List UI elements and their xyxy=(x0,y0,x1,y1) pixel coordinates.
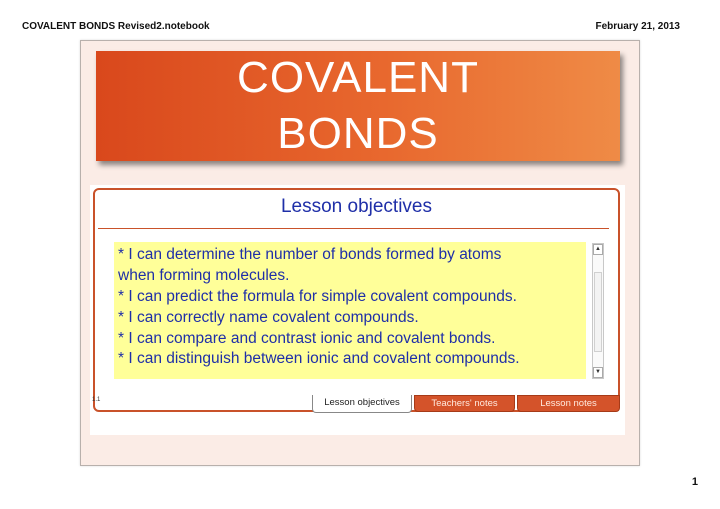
objective-line: * I can distinguish between ionic and covalent compounds. xyxy=(118,350,520,367)
widget-title: Lesson objectives xyxy=(280,196,433,217)
scroll-thumb[interactable] xyxy=(594,272,602,352)
objectives-scrollbar[interactable] xyxy=(592,243,604,379)
slide-title-line-2: BONDS xyxy=(277,109,439,158)
slide-title xyxy=(96,50,620,162)
tab-lesson-objectives[interactable]: Lesson objectives xyxy=(312,395,412,413)
widget-version: 1.1 xyxy=(92,397,101,403)
notebook-filename: COVALENT BONDS Revised2.notebook xyxy=(22,21,210,32)
tab-lesson-notes[interactable]: Lesson notes xyxy=(517,395,620,412)
scroll-up-icon[interactable]: ▲ xyxy=(593,244,603,255)
objective-line: * I can determine the number of bonds formed by atoms xyxy=(118,246,502,263)
slide-title-line-1: COVALENT xyxy=(237,53,479,102)
widget-divider xyxy=(98,228,609,229)
objective-line: * I can compare and contrast ionic and covalent bonds. xyxy=(118,330,496,347)
header-date: February 21, 2013 xyxy=(595,21,680,32)
page-number: 1 xyxy=(691,476,698,488)
objective-line: when forming molecules. xyxy=(118,267,290,284)
objective-line: * I can correctly name covalent compounds. xyxy=(118,309,419,326)
scroll-down-icon[interactable]: ▼ xyxy=(593,367,603,378)
objective-line: * I can predict the formula for simple covalent compounds. xyxy=(118,288,517,305)
tab-teachers-notes[interactable]: Teachers' notes xyxy=(414,395,515,412)
